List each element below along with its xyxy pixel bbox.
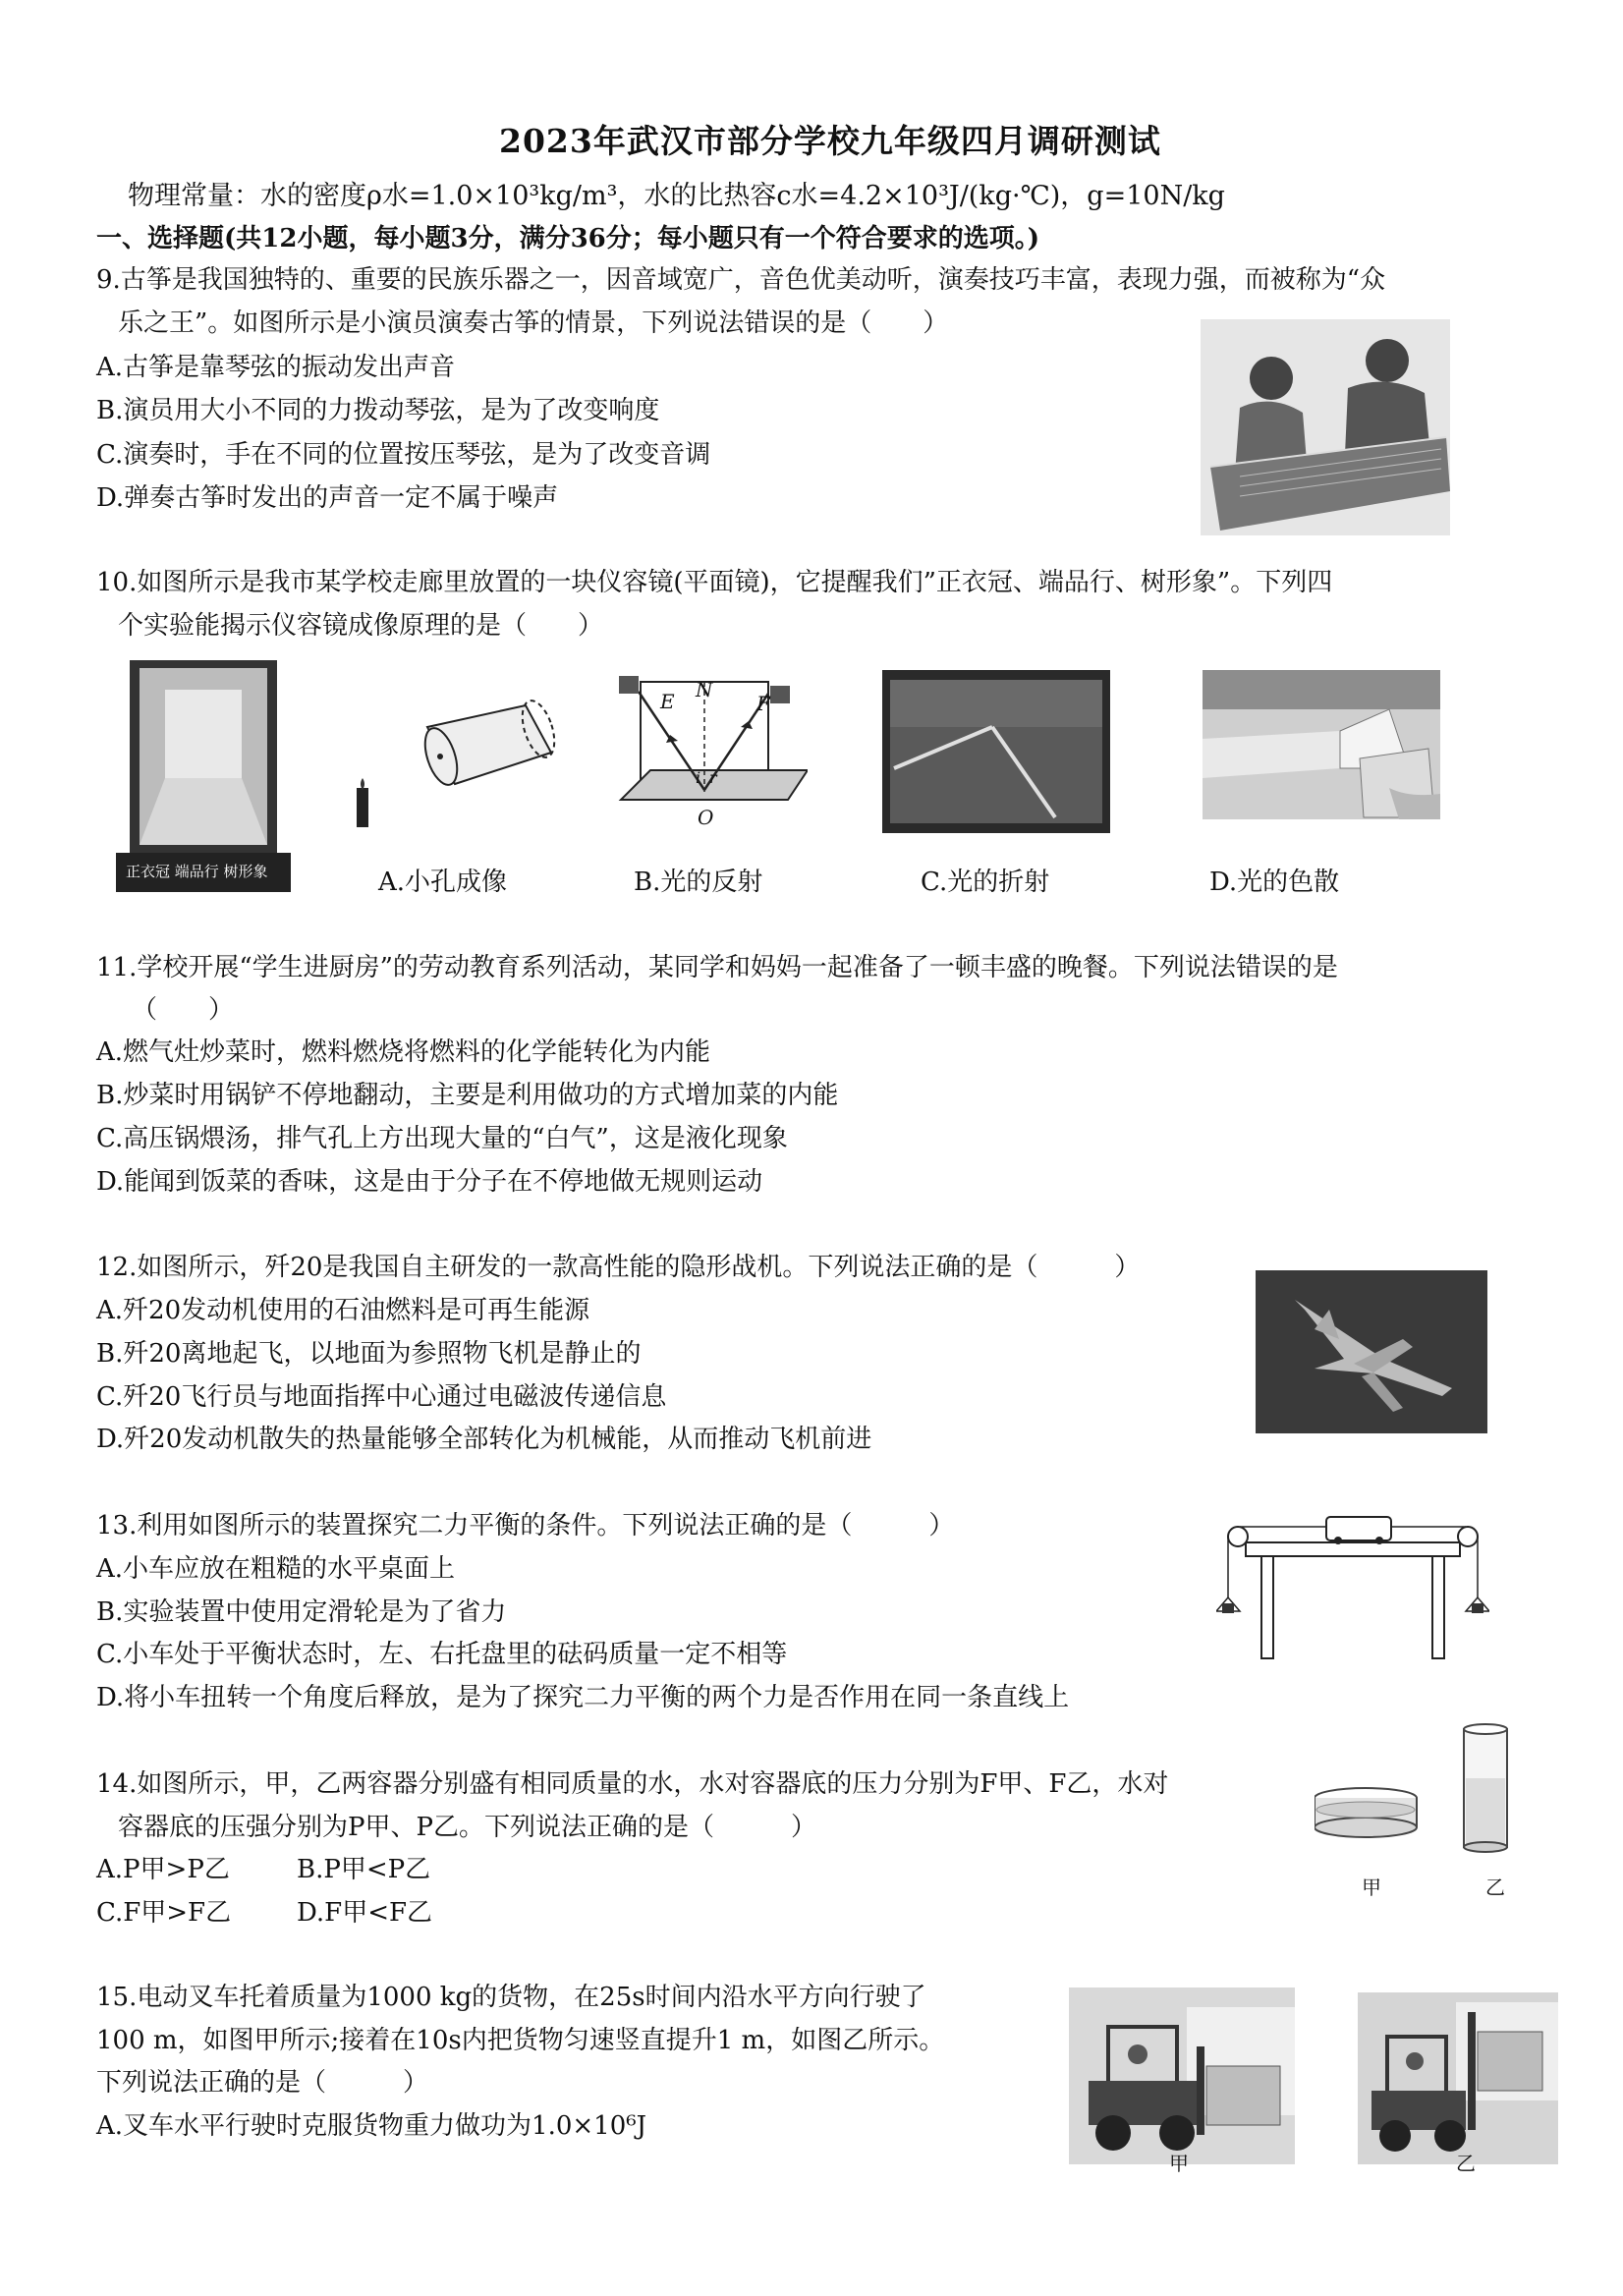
pinhole-figure: [349, 688, 565, 845]
q14-stem-line1: 14.如图所示，甲，乙两容器分别盛有相同质量的水，水对容器底的压力分别为F甲、F乙，水对: [96, 1769, 1169, 1799]
q12-option-a[interactable]: A.歼20发动机使用的石油燃料是可再生能源: [96, 1296, 590, 1325]
q10-option-c[interactable]: C.光的折射: [921, 868, 1050, 897]
forklift-yi-label: 乙: [1456, 2152, 1476, 2175]
q10-stem-line2: 个实验能揭示仪容镜成像原理的是（ ）: [118, 611, 604, 641]
container-yi-label: 乙: [1485, 1876, 1505, 1899]
dispersion-figure: [1203, 670, 1440, 819]
label-r: r: [709, 768, 717, 787]
q15-stem-line3: 下列说法正确的是（ ）: [96, 2068, 429, 2098]
q14-option-c[interactable]: C.F甲>F乙: [96, 1898, 232, 1928]
q11-stem-line1: 11.学校开展“学生进厨房”的劳动教育系列活动，某同学和妈妈一起准备了一顿丰盛的晚餐。下列说法错误的是: [96, 953, 1338, 982]
q10-option-d[interactable]: D.光的色散: [1209, 868, 1340, 897]
container-jia-label: 甲: [1362, 1876, 1381, 1899]
mirror-plaque-text: 正衣冠 端品行 树形象: [126, 863, 268, 880]
q11-stem-line2: （ ）: [132, 995, 235, 1025]
q9-option-a[interactable]: A.古筝是靠琴弦的振动发出声音: [96, 353, 456, 382]
q13-option-a[interactable]: A.小车应放在粗糙的水平桌面上: [96, 1554, 456, 1584]
label-F: F: [756, 692, 770, 715]
q12-option-b[interactable]: B.歼20离地起飞，以地面为参照物飞机是静止的: [96, 1339, 642, 1369]
q15-option-a[interactable]: A.叉车水平行驶时克服货物重力做功为1.0×10⁶J: [96, 2111, 647, 2141]
reflection-figure: [611, 672, 808, 839]
label-O: O: [698, 806, 714, 829]
q15-stem-line2: 100 m，如图甲所示;接着在10s内把货物匀速竖直提升1 m，如图乙所示。: [96, 2026, 945, 2055]
q13-option-c[interactable]: C.小车处于平衡状态时，左、右托盘里的砝码质量一定不相等: [96, 1640, 788, 1669]
label-N: N: [696, 678, 713, 701]
guzheng-photo: [1201, 319, 1450, 535]
q10-option-a[interactable]: A.小孔成像: [378, 868, 508, 897]
label-E: E: [660, 690, 675, 713]
q11-option-b[interactable]: B.炒菜时用锅铲不停地翻动，主要是利用做功的方式增加菜的内能: [96, 1081, 839, 1110]
fighter-jet-photo: [1256, 1270, 1487, 1433]
q9-option-b[interactable]: B.演员用大小不同的力拨动琴弦，是为了改变响度: [96, 396, 660, 425]
containers-figure: [1315, 1719, 1511, 1867]
q11-option-a[interactable]: A.燃气灶炒菜时，燃料燃烧将燃料的化学能转化为内能: [96, 1037, 711, 1067]
q10-stem-line1: 10.如图所示是我市某学校走廊里放置的一块仪容镜(平面镜)，它提醒我们”正衣冠、端品行、树形象”。下列四: [96, 568, 1333, 597]
q9-stem-line1: 9.古筝是我国独特的、重要的民族乐器之一，因音域宽广，音色优美动听，演奏技巧丰富，表现力强，而被称为“众: [96, 265, 1386, 295]
q13-option-d[interactable]: D.将小车扭转一个角度后释放，是为了探究二力平衡的两个力是否作用在同一条直线上: [96, 1683, 1070, 1712]
q9-option-d[interactable]: D.弹奏古筝时发出的声音一定不属于噪声: [96, 483, 559, 513]
forklift-jia-label: 甲: [1169, 2152, 1189, 2175]
q14-option-a[interactable]: A.P甲>P乙: [96, 1855, 230, 1884]
forklift-yi-photo: [1358, 1992, 1558, 2164]
q9-option-c[interactable]: C.演奏时，手在不同的位置按压琴弦，是为了改变音调: [96, 440, 711, 470]
balance-apparatus-figure: [1216, 1503, 1489, 1660]
q14-option-b[interactable]: B.P甲<P乙: [297, 1855, 431, 1884]
section-heading: 一、选择题(共12小题，每小题3分，满分36分；每小题只有一个符合要求的选项。): [96, 224, 1040, 253]
q13-stem: 13.利用如图所示的装置探究二力平衡的条件。下列说法正确的是（ ）: [96, 1511, 955, 1540]
q11-option-c[interactable]: C.高压锅煨汤，排气孔上方出现大量的“白气”，这是液化现象: [96, 1124, 788, 1153]
label-i: i: [696, 768, 701, 787]
refraction-figure: [882, 670, 1110, 833]
q11-option-d[interactable]: D.能闻到饭菜的香味，这是由于分子在不停地做无规则运动: [96, 1167, 763, 1197]
mirror-figure: [116, 660, 291, 892]
q14-option-d[interactable]: D.F甲<F乙: [297, 1898, 433, 1928]
page-title: 2023年武汉市部分学校九年级四月调研测试: [499, 122, 1161, 160]
q9-stem-line2: 乐之王”。如图所示是小演员演奏古筝的情景，下列说法错误的是（ ）: [118, 308, 949, 338]
q15-stem-line1: 15.电动叉车托着质量为1000 kg的货物，在25s时间内沿水平方向行驶了: [96, 1983, 926, 2012]
q12-option-d[interactable]: D.歼20发动机散失的热量能够全部转化为机械能，从而推动飞机前进: [96, 1425, 872, 1454]
q14-stem-line2: 容器底的压强分别为P甲、P乙。下列说法正确的是（ ）: [118, 1813, 816, 1842]
q12-option-c[interactable]: C.歼20飞行员与地面指挥中心通过电磁波传递信息: [96, 1382, 667, 1412]
physical-constants: 物理常量：水的密度ρ水=1.0×10³kg/m³，水的比热容c水=4.2×10³J/(kg·℃)，g=10N/kg: [128, 181, 1225, 211]
q12-stem: 12.如图所示，歼20是我国自主研发的一款高性能的隐形战机。下列说法正确的是（ ）: [96, 1253, 1141, 1282]
q13-option-b[interactable]: B.实验装置中使用定滑轮是为了省力: [96, 1597, 507, 1627]
forklift-jia-photo: [1069, 1988, 1295, 2164]
q10-option-b[interactable]: B.光的反射: [634, 868, 763, 897]
